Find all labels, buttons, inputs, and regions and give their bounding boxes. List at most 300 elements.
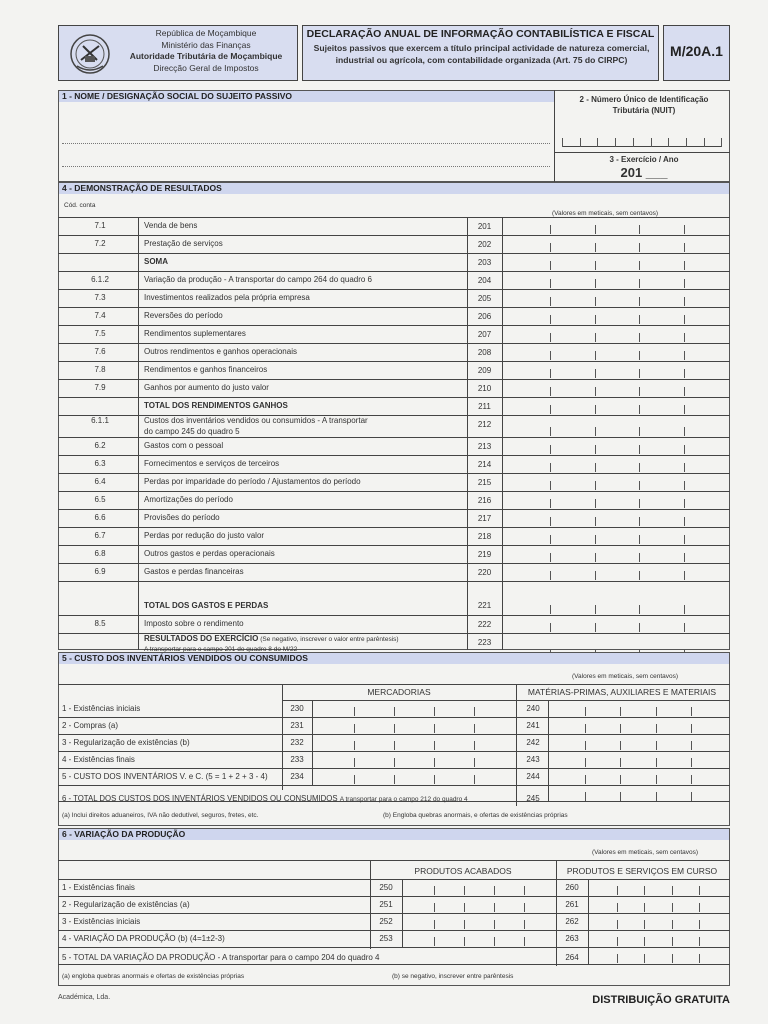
value-field-250[interactable] — [404, 882, 554, 894]
value-field-212[interactable] — [506, 423, 728, 435]
row-description: Outros rendimentos e ganhos operacionais — [144, 347, 297, 356]
digit-separator — [595, 279, 596, 288]
row-description: 4 - VARIAÇÃO DA PRODUÇÃO (b) (4=1±2-3) — [62, 934, 225, 943]
field-code-217: 217 — [477, 514, 492, 523]
value-field-241[interactable] — [550, 720, 726, 732]
digit-separator — [464, 886, 465, 895]
form-header — [58, 25, 730, 81]
value-field-211[interactable] — [506, 401, 728, 413]
digit-separator — [639, 225, 640, 234]
digit-separator — [639, 279, 640, 288]
field-code-241: 241 — [526, 721, 540, 730]
directorate-name: Direcção Geral de Impostos — [153, 62, 259, 73]
value-field-213[interactable] — [506, 441, 728, 453]
digit-separator — [595, 369, 596, 378]
digit-separator — [620, 741, 621, 750]
digit-separator — [684, 623, 685, 632]
nuit-digit-separator — [597, 138, 598, 147]
field-code-262: 262 — [565, 917, 579, 926]
digit-separator — [684, 405, 685, 414]
name-field-line-1[interactable] — [62, 143, 550, 144]
value-field-251[interactable] — [404, 899, 554, 911]
digit-separator — [595, 499, 596, 508]
digit-separator — [684, 499, 685, 508]
column-divider — [312, 717, 313, 734]
section-5-title: 5 - CUSTO DOS INVENTÁRIOS VENDIDOS OU CONSUMIDOS — [59, 653, 729, 664]
year-label: 3 - Exercício / Ano — [609, 155, 679, 164]
field-code-242: 242 — [526, 738, 540, 747]
field-code-208: 208 — [477, 348, 492, 357]
nuit-label-2: Tributária (NUIT) — [612, 106, 676, 115]
column-divider — [588, 879, 589, 896]
field-code-219: 219 — [477, 550, 492, 559]
section-1-title: 1 - NOME / DESIGNAÇÃO SOCIAL DO SUJEITO PASSIVO — [59, 91, 554, 102]
row-description: Perdas por redução do justo valor — [144, 531, 265, 540]
value-field-220[interactable] — [506, 567, 728, 579]
institution-box — [58, 25, 298, 81]
form-subtitle-2: industrial ou agrícola, com contabilidade organizada (Art. 75 do CIRPC) — [335, 55, 628, 65]
section-5-values-note: (Valores em meticais, sem centavos) — [572, 673, 679, 680]
field-code-203: 203 — [477, 258, 492, 267]
value-field-206[interactable] — [506, 311, 728, 323]
column-divider — [402, 930, 403, 947]
column-divider — [548, 700, 549, 717]
digit-separator — [620, 758, 621, 767]
row-description: Reversões do período — [144, 311, 223, 320]
column-divider — [402, 896, 403, 913]
field-code-204: 204 — [477, 276, 492, 285]
digit-separator — [595, 315, 596, 324]
value-field-232[interactable] — [314, 737, 514, 749]
digit-separator — [672, 937, 673, 946]
row-border — [58, 964, 730, 965]
row-description-continued: do campo 245 do quadro 5 — [144, 427, 240, 436]
nuit-digit-separator — [615, 138, 616, 147]
account-code: 6.8 — [94, 549, 106, 558]
digit-separator — [394, 741, 395, 750]
section-6-total-label: 5 - TOTAL DA VARIAÇÃO DA PRODUÇÃO - A transportar para o campo 204 do quadro 4 — [62, 953, 380, 962]
digit-separator — [617, 886, 618, 895]
field-code-215: 215 — [477, 478, 492, 487]
row-description: Investimentos realizados pela própria empresa — [144, 293, 310, 302]
nuit-digit-separator — [721, 138, 722, 147]
account-code: 7.4 — [94, 311, 106, 320]
digit-separator — [684, 369, 685, 378]
digit-separator — [684, 297, 685, 306]
row-description: Rendimentos e ganhos financeiros — [144, 365, 268, 374]
field-code-209: 209 — [477, 366, 492, 375]
value-field-203[interactable] — [506, 257, 728, 269]
account-code-header: Cód. conta — [64, 202, 96, 209]
nuit-digit-separator — [704, 138, 705, 147]
digit-separator — [524, 937, 525, 946]
digit-separator — [639, 499, 640, 508]
digit-separator — [550, 333, 551, 342]
digit-separator — [434, 775, 435, 784]
value-field-219[interactable] — [506, 549, 728, 561]
digit-separator — [585, 741, 586, 750]
digit-separator — [550, 445, 551, 454]
digit-separator — [639, 405, 640, 414]
digit-separator — [550, 499, 551, 508]
digit-separator — [434, 886, 435, 895]
value-field-234[interactable] — [314, 771, 514, 783]
value-field-261[interactable] — [590, 899, 726, 911]
digit-separator — [550, 225, 551, 234]
value-field-242[interactable] — [550, 737, 726, 749]
digit-separator — [434, 758, 435, 767]
value-field-243[interactable] — [550, 754, 726, 766]
digit-separator — [434, 920, 435, 929]
year-input[interactable]: 201 ___ — [620, 165, 668, 180]
form-subtitle-1: Sujeitos passivos que exercem a título principal actividade de natureza comercial, — [313, 43, 650, 53]
digit-separator — [550, 517, 551, 526]
account-code: 6.1.1 — [91, 416, 109, 425]
digit-separator — [644, 903, 645, 912]
digit-separator — [684, 553, 685, 562]
digit-separator — [691, 724, 692, 733]
nuit-label: 2 - Número Único de Identificação — [579, 95, 709, 104]
field-code-202: 202 — [477, 240, 492, 249]
field-code-223: 223 — [477, 638, 492, 647]
field-code-230: 230 — [290, 704, 304, 713]
field-code-245: 245 — [526, 794, 540, 803]
row-description: 2 - Compras (a) — [62, 721, 119, 730]
nuit-digit-separator — [580, 138, 581, 147]
column-divider — [588, 930, 589, 947]
column-divider — [312, 700, 313, 717]
value-field-214[interactable] — [506, 459, 728, 471]
nuit-digit-separator — [668, 138, 669, 147]
section-6-note-a: (a) engloba quebras anormais e ofertas de existências próprias — [62, 973, 245, 980]
row-description: Venda de bens — [144, 221, 198, 230]
value-field-207[interactable] — [506, 329, 728, 341]
digit-separator — [354, 741, 355, 750]
value-field-209[interactable] — [506, 365, 728, 377]
digit-separator — [434, 707, 435, 716]
value-field-253[interactable] — [404, 933, 554, 945]
account-code: 6.7 — [94, 531, 106, 540]
digit-separator — [595, 463, 596, 472]
digit-separator — [639, 427, 640, 436]
digit-separator — [656, 724, 657, 733]
account-code: 8.5 — [94, 619, 106, 628]
value-field-208[interactable] — [506, 347, 728, 359]
digit-separator — [434, 741, 435, 750]
digit-separator — [464, 920, 465, 929]
digit-separator — [699, 903, 700, 912]
digit-separator — [639, 623, 640, 632]
digit-separator — [550, 481, 551, 490]
value-field-260[interactable] — [590, 882, 726, 894]
digit-separator — [550, 553, 551, 562]
value-field-252[interactable] — [404, 916, 554, 928]
digit-separator — [639, 553, 640, 562]
field-code-264: 264 — [565, 953, 579, 962]
digit-separator — [354, 707, 355, 716]
digit-separator — [684, 279, 685, 288]
account-code: 6.6 — [94, 513, 106, 522]
digit-separator — [434, 724, 435, 733]
digit-separator — [656, 775, 657, 784]
column-divider — [548, 751, 549, 768]
field-code-250: 250 — [379, 883, 393, 892]
row-description: SOMA — [144, 257, 168, 266]
form-title: DECLARAÇÃO ANUAL DE INFORMAÇÃO CONTABILÍSTICA E FISCAL — [306, 28, 655, 40]
digit-separator — [394, 707, 395, 716]
field-code-221: 221 — [477, 601, 492, 610]
digit-separator — [656, 707, 657, 716]
field-code-214: 214 — [477, 460, 492, 469]
value-field-202[interactable] — [506, 239, 728, 251]
name-field-line-2[interactable] — [62, 166, 550, 167]
digit-separator — [672, 903, 673, 912]
section-5-note-b: (b) Engloba quebras anormais, e ofertas de existências próprias — [383, 812, 568, 819]
digit-separator — [639, 297, 640, 306]
digit-separator — [684, 351, 685, 360]
digit-separator — [595, 535, 596, 544]
field-code-234: 234 — [290, 772, 304, 781]
digit-separator — [550, 297, 551, 306]
digit-separator — [684, 517, 685, 526]
digit-separator — [639, 387, 640, 396]
field-code-231: 231 — [290, 721, 304, 730]
digit-separator — [550, 605, 551, 614]
digit-separator — [691, 707, 692, 716]
column-divider — [312, 768, 313, 785]
digit-separator — [639, 369, 640, 378]
digit-separator — [639, 333, 640, 342]
digit-separator — [617, 937, 618, 946]
digit-separator — [474, 775, 475, 784]
digit-separator — [684, 427, 685, 436]
row-description: 1 - Existências iniciais — [62, 704, 141, 713]
account-code: 7.8 — [94, 365, 106, 374]
value-field-245[interactable] — [550, 788, 726, 800]
digit-separator — [684, 445, 685, 454]
account-code: 7.2 — [94, 239, 106, 248]
row-description: 3 - Regularização de existências (b) — [62, 738, 190, 747]
digit-separator — [394, 724, 395, 733]
row-description: TOTAL DOS RENDIMENTOS GANHOS — [144, 401, 288, 410]
digit-separator — [550, 427, 551, 436]
value-field-230[interactable] — [314, 703, 514, 715]
value-field-216[interactable] — [506, 495, 728, 507]
digit-separator — [550, 387, 551, 396]
column-divider — [312, 734, 313, 751]
row-description: TOTAL DOS GASTOS E PERDAS — [144, 601, 269, 610]
digit-separator — [550, 463, 551, 472]
row-description: 5 - CUSTO DOS INVENTÁRIOS V. e C. (5 = 1 + 2 + 3 - 4) — [62, 772, 268, 781]
digit-separator — [672, 954, 673, 963]
col-header-produtos-em-curso: PRODUTOS E SERVIÇOS EM CURSO — [566, 866, 718, 876]
field-code-243: 243 — [526, 755, 540, 764]
value-field-244[interactable] — [550, 771, 726, 783]
digit-separator — [617, 920, 618, 929]
digit-separator — [639, 445, 640, 454]
digit-separator — [699, 937, 700, 946]
value-field-240[interactable] — [550, 703, 726, 715]
nuit-digit-separator — [651, 138, 652, 147]
value-field-222[interactable] — [506, 619, 728, 631]
digit-separator — [474, 707, 475, 716]
field-code-251: 251 — [379, 900, 393, 909]
digit-separator — [684, 463, 685, 472]
value-field-231[interactable] — [314, 720, 514, 732]
nuit-digit-separator — [686, 138, 687, 147]
digit-separator — [672, 886, 673, 895]
value-field-205[interactable] — [506, 293, 728, 305]
value-field-233[interactable] — [314, 754, 514, 766]
digit-separator — [644, 920, 645, 929]
digit-separator — [464, 903, 465, 912]
printer-name: Académica, Lda. — [58, 994, 111, 1001]
column-divider — [548, 768, 549, 785]
value-field-263[interactable] — [590, 933, 726, 945]
digit-separator — [550, 571, 551, 580]
column-divider — [548, 785, 549, 801]
value-field-262[interactable] — [590, 916, 726, 928]
digit-separator — [639, 571, 640, 580]
field-code-211: 211 — [478, 402, 491, 411]
digit-separator — [617, 903, 618, 912]
account-code: 7.9 — [94, 383, 106, 392]
digit-separator — [595, 553, 596, 562]
value-field-215[interactable] — [506, 477, 728, 489]
value-field-218[interactable] — [506, 531, 728, 543]
value-field-217[interactable] — [506, 513, 728, 525]
digit-separator — [550, 369, 551, 378]
digit-separator — [639, 463, 640, 472]
digit-separator — [550, 623, 551, 632]
value-field-201[interactable] — [506, 221, 728, 233]
digit-separator — [699, 954, 700, 963]
digit-separator — [394, 758, 395, 767]
col-header-mercadorias: MERCADORIAS — [367, 687, 431, 697]
row-description-continued: A transportar para o campo 201 do quadro 8 do M/22 — [144, 646, 298, 653]
col-header-materias-primas: MATÉRIAS-PRIMAS, AUXILIARES E MATERIAIS — [527, 687, 717, 697]
account-code: 6.4 — [94, 477, 106, 486]
digit-separator — [639, 535, 640, 544]
digit-separator — [656, 758, 657, 767]
col-header-produtos-acabados: PRODUTOS ACABADOS — [414, 866, 512, 876]
digit-separator — [644, 886, 645, 895]
digit-separator — [585, 792, 586, 801]
digit-separator — [494, 903, 495, 912]
value-field-210[interactable] — [506, 383, 728, 395]
digit-separator — [464, 937, 465, 946]
row-border — [58, 785, 730, 786]
field-code-206: 206 — [477, 312, 492, 321]
digit-separator — [585, 775, 586, 784]
republic-name: República de Moçambique — [155, 28, 257, 38]
digit-separator — [595, 481, 596, 490]
row-description: RESULTADOS DO EXERCÍCIO (Se negativo, inscrever o valor entre parêntesis) — [144, 634, 399, 643]
digit-separator — [684, 605, 685, 614]
field-code-210: 210 — [477, 384, 492, 393]
digit-separator — [684, 243, 685, 252]
digit-separator — [550, 315, 551, 324]
value-field-264[interactable] — [590, 950, 726, 962]
field-code-218: 218 — [477, 532, 492, 541]
values-note: (Valores em meticais, sem centavos) — [552, 210, 659, 217]
digit-separator — [699, 920, 700, 929]
column-divider — [312, 751, 313, 768]
row-description: Rendimentos suplementares — [144, 329, 246, 338]
digit-separator — [550, 279, 551, 288]
digit-separator — [620, 707, 621, 716]
digit-separator — [354, 724, 355, 733]
field-code-260: 260 — [565, 883, 579, 892]
digit-separator — [620, 792, 621, 801]
digit-separator — [524, 886, 525, 895]
digit-separator — [639, 261, 640, 270]
digit-separator — [595, 445, 596, 454]
digit-separator — [691, 741, 692, 750]
row-description: Provisões do período — [144, 513, 220, 522]
account-code: 6.2 — [94, 441, 106, 450]
field-code-240: 240 — [526, 704, 540, 713]
field-code-213: 213 — [477, 442, 492, 451]
title-box — [302, 25, 659, 81]
digit-separator — [684, 225, 685, 234]
digit-separator — [684, 387, 685, 396]
distribution-notice: DISTRIBUIÇÃO GRATUITA — [592, 994, 730, 1006]
value-field-221[interactable] — [506, 601, 728, 613]
nuit-input[interactable] — [562, 146, 722, 147]
value-field-204[interactable] — [506, 275, 728, 287]
digit-separator — [585, 758, 586, 767]
row-description: Perdas por imparidade do período / Ajustamentos do período — [144, 477, 361, 486]
digit-separator — [595, 261, 596, 270]
digit-separator — [656, 792, 657, 801]
row-description: Ganhos por aumento do justo valor — [144, 383, 269, 392]
digit-separator — [524, 903, 525, 912]
row-description: Fornecimentos e serviços de terceiros — [144, 459, 280, 468]
digit-separator — [550, 243, 551, 252]
account-code: 6.1.2 — [91, 275, 109, 284]
digit-separator — [595, 333, 596, 342]
column-divider — [402, 879, 403, 896]
form-code: M/20A.1 — [670, 43, 723, 59]
row-description: Prestação de serviços — [144, 239, 223, 248]
field-code-233: 233 — [290, 755, 304, 764]
column-divider — [588, 947, 589, 964]
digit-separator — [639, 315, 640, 324]
digit-separator — [394, 775, 395, 784]
digit-separator — [644, 954, 645, 963]
digit-separator — [595, 351, 596, 360]
form-code-box — [663, 25, 730, 81]
account-code: 6.3 — [94, 459, 106, 468]
digit-separator — [639, 605, 640, 614]
digit-separator — [494, 920, 495, 929]
digit-separator — [595, 571, 596, 580]
field-code-222: 222 — [477, 620, 492, 629]
digit-separator — [474, 758, 475, 767]
field-code-220: 220 — [477, 568, 492, 577]
section-6-title: 6 - VARIAÇÃO DA PRODUÇÃO — [59, 829, 729, 840]
section-5-total-label: 6 - TOTAL DOS CUSTOS DOS INVENTÁRIOS VENDIDOS OU CONSUMIDOS A transportar para o campo 212 do quadro 4 — [62, 794, 468, 803]
account-code: 7.3 — [94, 293, 106, 302]
digit-separator — [354, 758, 355, 767]
section-5-note-a: (a) Inclui direitos aduaneiros, IVA não dedutível, seguros, fretes, etc. — [62, 812, 259, 819]
column-divider — [548, 734, 549, 751]
row-description: Gastos com o pessoal — [144, 441, 224, 450]
account-code: 7.1 — [94, 221, 106, 230]
field-code-201: 201 — [477, 222, 492, 231]
row-description: Variação da produção - A transportar do campo 264 do quadro 6 — [144, 275, 373, 284]
